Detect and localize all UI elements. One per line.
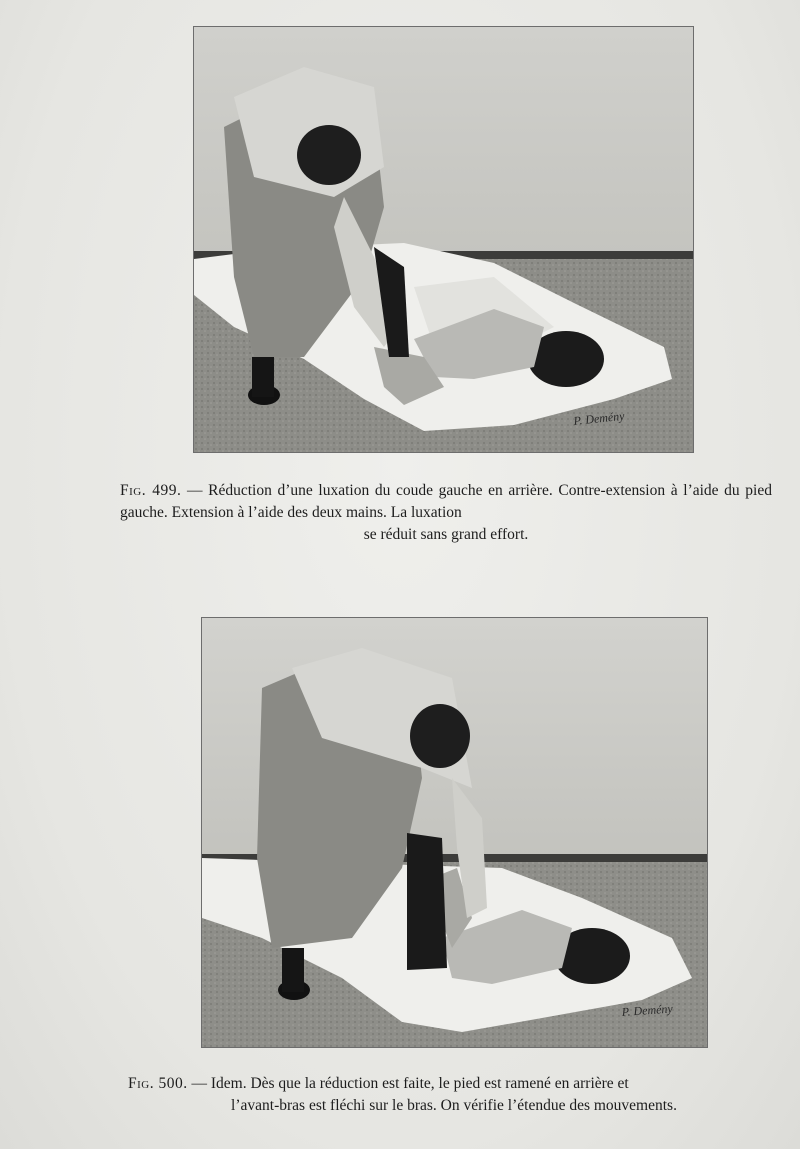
photo-plate-fig-499 (193, 26, 694, 453)
caption-text-last-line: se réduit sans grand effort. (363, 526, 529, 543)
photo-fig-500 (202, 618, 707, 1047)
figure-label: Fig. 499. (120, 482, 182, 499)
doctor-head (297, 125, 361, 185)
caption-text: — Idem. Dès que la réduction est faite, le pied est ramené en arrière et (191, 1075, 629, 1092)
photo-plate-fig-500 (201, 617, 708, 1048)
doctor-leg (407, 833, 447, 970)
photo-signature: P. Demény (572, 408, 626, 428)
figure-caption-500 (128, 1073, 780, 1117)
figure-caption-499 (120, 480, 772, 546)
photo-signature: P. Demény (621, 1001, 674, 1019)
caption-text: — Réduction d’une luxation du coude gauche en arrière. Contre-extension à l’aide du pied gauche. Extension à l’aide des deux mains. La luxation (120, 482, 772, 521)
photo-fig-499 (194, 27, 693, 452)
doctor-head (410, 704, 470, 768)
figure-label: Fig. 500. (128, 1075, 188, 1092)
caption-text-last-line: l’avant-bras est fléchi sur le bras. On vérifie l’étendue des mouvements. (231, 1097, 677, 1114)
